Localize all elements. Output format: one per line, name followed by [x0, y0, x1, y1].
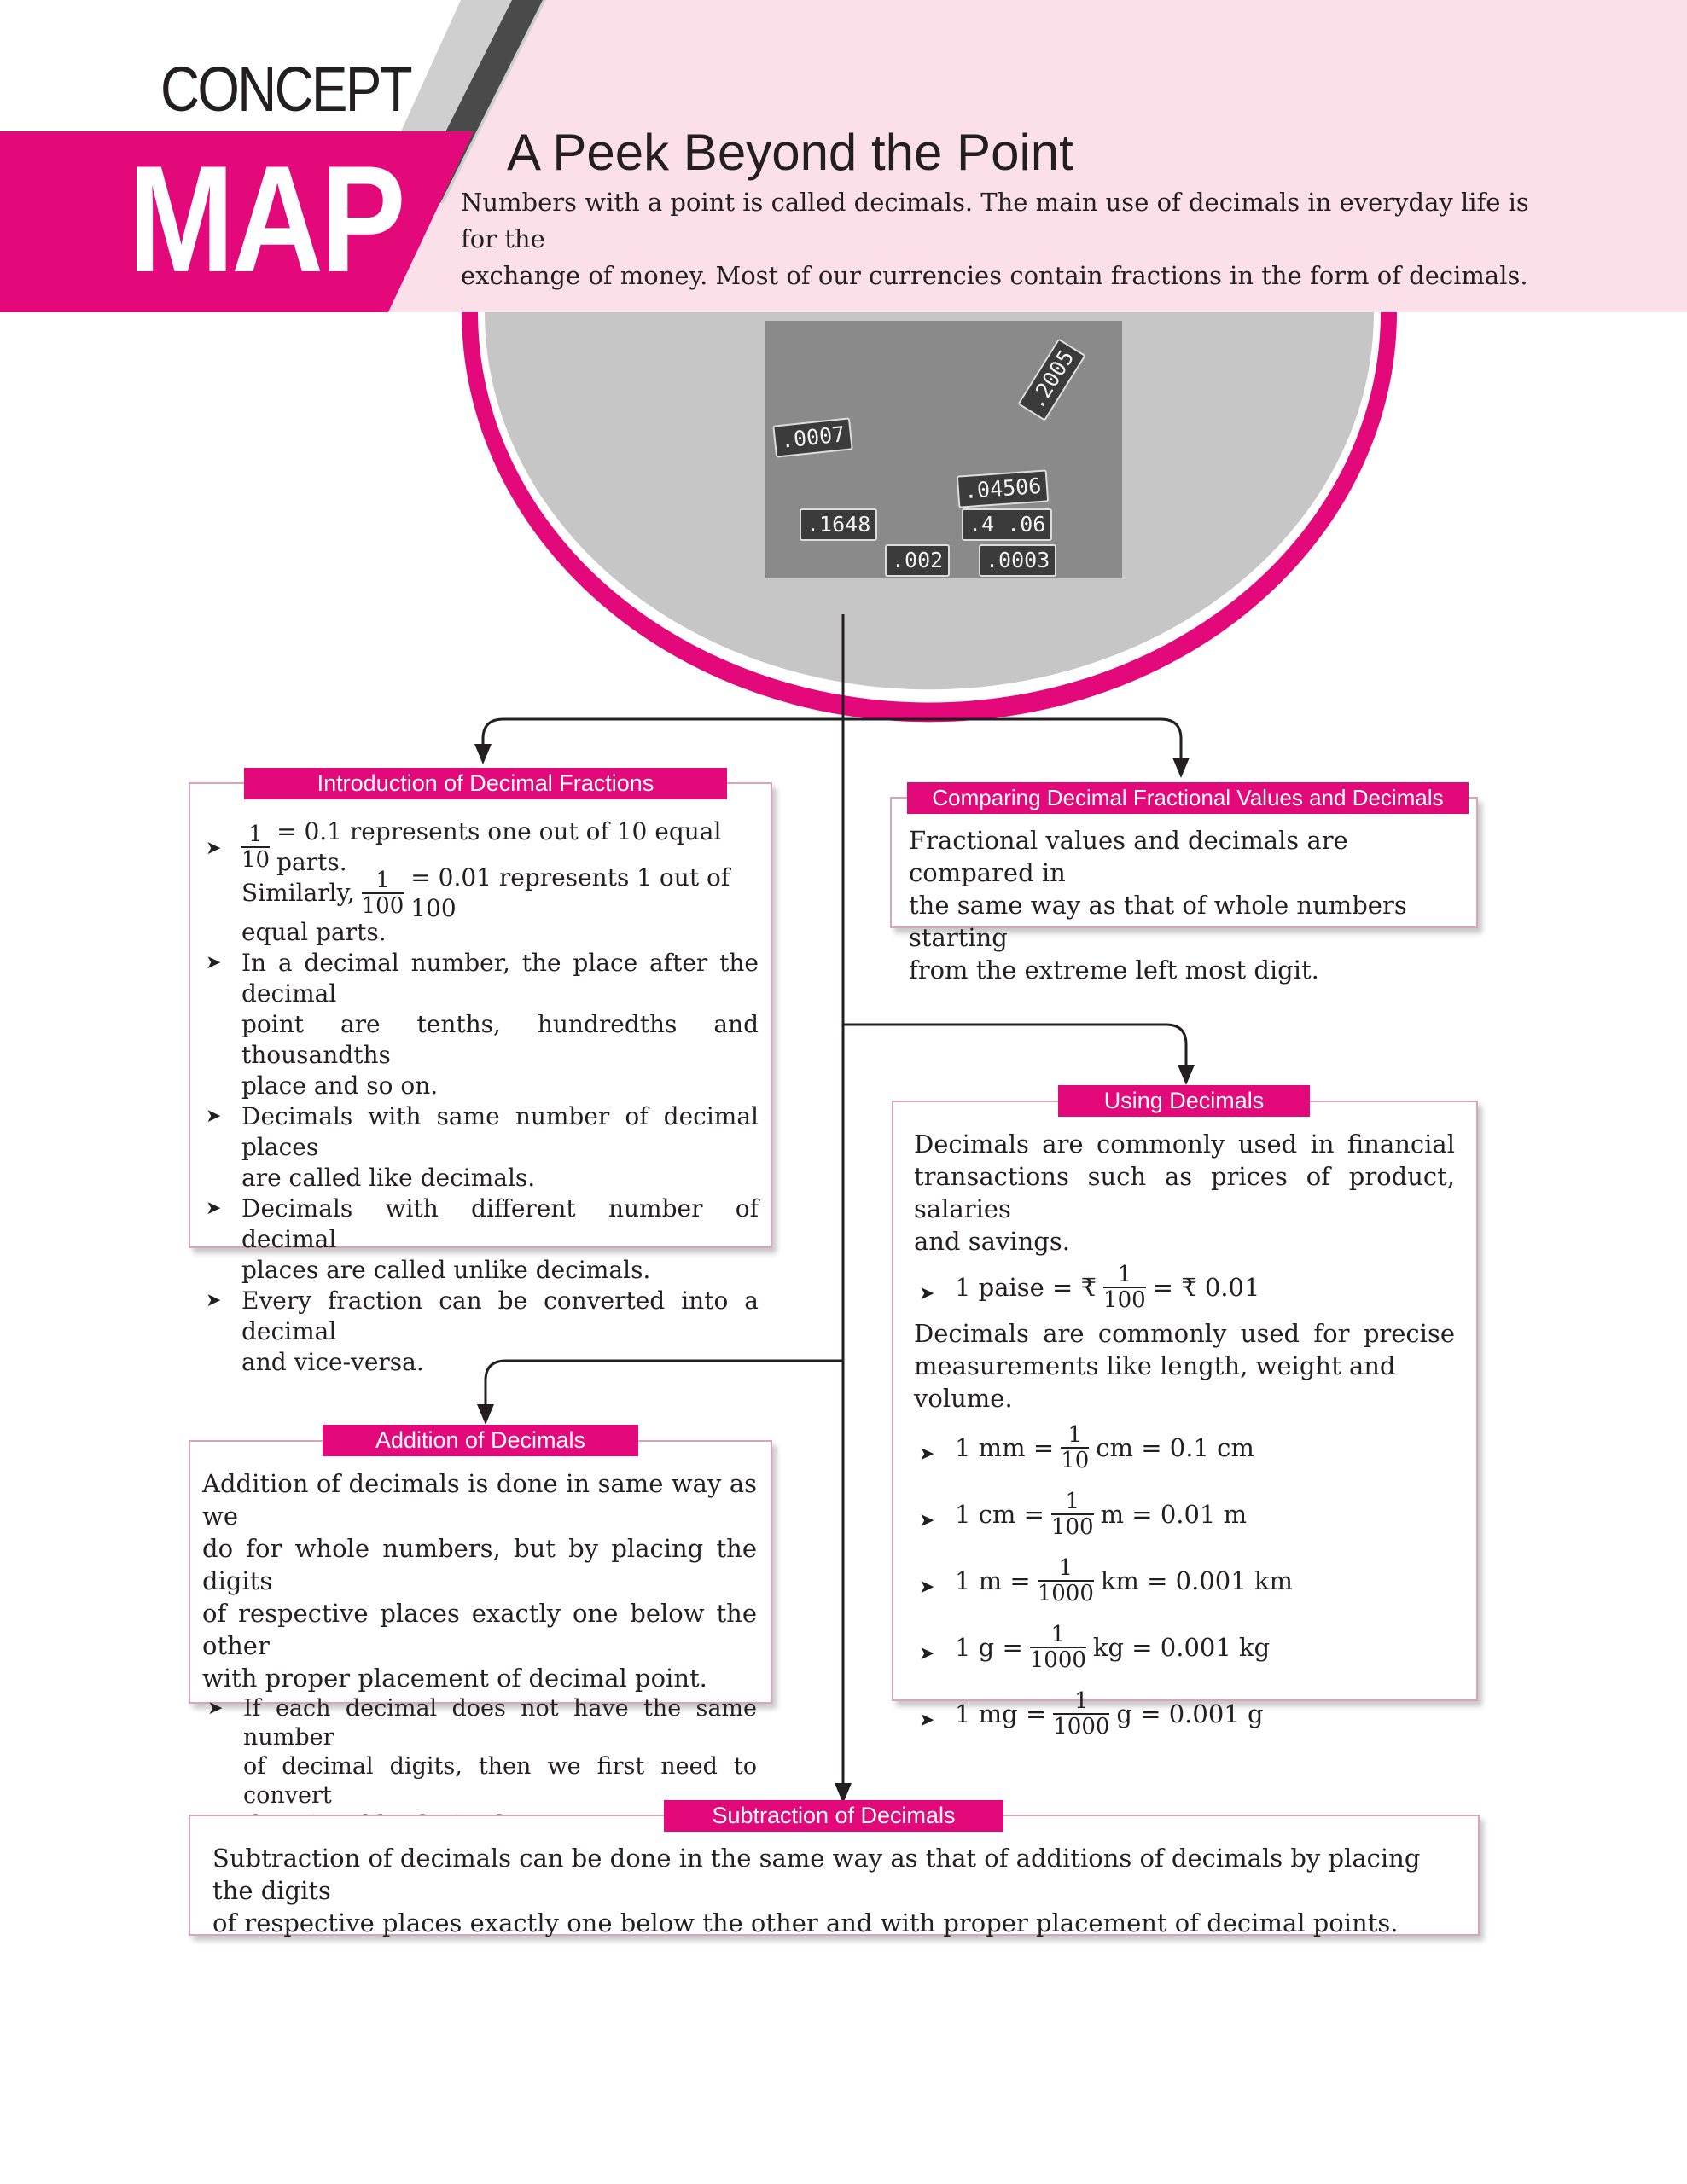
- comparing-line: from the extreme left most digit.: [909, 956, 1319, 985]
- arrow-comparing: [1172, 758, 1190, 778]
- arrow-addition: [477, 1404, 494, 1425]
- using-decimals-tag: Using Decimals: [1058, 1085, 1310, 1117]
- addition-line: Addition of decimals is done in same way as we: [202, 1469, 757, 1531]
- comparing-tag: Comparing Decimal Fractional Values and Decimals: [907, 782, 1469, 814]
- bullet-arrow-icon: ➤: [206, 1198, 222, 1219]
- bullet-arrow-icon: ➤: [919, 1283, 935, 1304]
- fraction: $\frac{1}{10}$: [1061, 1422, 1090, 1473]
- bullet-arrow-icon: ➤: [206, 1290, 222, 1311]
- photo-tile: .4 .06: [962, 508, 1052, 541]
- introduction-tag: Introduction of Decimal Fractions: [244, 768, 727, 799]
- photo-tile: .002: [885, 544, 950, 577]
- unit-conversion: ➤ 1 mg = $\frac{1}{1000}$ g = 0.001 g: [919, 1688, 1264, 1740]
- branch-comparing: [843, 719, 1181, 759]
- bullet-arrow-icon: ➤: [919, 1510, 935, 1531]
- addition-line: with proper placement of decimal point.: [202, 1664, 707, 1693]
- using-line: Decimals are commonly used in financial: [914, 1130, 1455, 1159]
- intro-bullet: ➤ Decimals with different number of decimal places are called unlike decimals.: [206, 1194, 759, 1284]
- bullet-arrow-icon: ➤: [206, 1106, 222, 1127]
- addition-box: [189, 1440, 772, 1809]
- subtraction-box: [189, 1815, 1480, 1936]
- bullet-arrow-icon: ➤: [207, 1698, 224, 1719]
- conversion-list: [914, 1414, 1455, 1747]
- page-title: A Peek Beyond the Point: [507, 124, 1073, 181]
- using-line: Decimals are commonly used for precise: [914, 1319, 1455, 1348]
- introduction-box: [189, 782, 772, 1376]
- arrow-using: [1178, 1065, 1195, 1085]
- concept-label: CONCEPT: [160, 54, 411, 125]
- unit-conversion: ➤ 1 mm = $\frac{1}{10}$ cm = 0.1 cm: [919, 1422, 1254, 1473]
- fraction: $\frac{1}{1000}$: [1029, 1622, 1086, 1673]
- intro-paragraph: [461, 184, 1570, 294]
- subtraction-line: of respective places exactly one below the other and with proper placement of decimal points.: [212, 1908, 1399, 1937]
- bullet-arrow-icon: ➤: [919, 1577, 935, 1598]
- photo-tile: .0007: [772, 417, 853, 457]
- bullet-arrow-icon: ➤: [919, 1710, 935, 1731]
- using-decimals-box: [892, 1101, 1478, 1740]
- arrow-introduction: [474, 744, 492, 764]
- intro-line: exchange of money. Most of our currencies contain fractions in the form of decimals.: [461, 261, 1528, 290]
- photo-tile: .2005: [1017, 338, 1086, 421]
- map-label: MAP: [128, 134, 404, 304]
- comparing-line: the same way as that of whole numbers starting: [909, 891, 1407, 952]
- intro-line: Numbers with a point is called decimals. The main use of decimals in everyday life is for the: [461, 188, 1529, 253]
- comparing-box: [890, 797, 1478, 985]
- addition-tag: Addition of Decimals: [323, 1425, 638, 1456]
- decimal-tiles-photo: [765, 321, 1122, 578]
- fraction: $\frac{1}{100}$: [361, 868, 404, 919]
- photo-tile: .04506: [957, 469, 1050, 508]
- using-line: measurements like length, weight and volume.: [914, 1351, 1396, 1413]
- intro-text-line: equal parts.: [241, 918, 387, 946]
- subtraction-line: Subtraction of decimals can be done in the same way as that of additions of decimals by placing the digits: [212, 1844, 1421, 1905]
- intro-fraction-item: ➤ $\frac{1}{10}$ = 0.1 represents one out of 10 equal parts.: [206, 817, 722, 876]
- addition-line: do for whole numbers, but by placing the digits: [202, 1534, 757, 1595]
- unit-conversion: ➤ 1 g = $\frac{1}{1000}$ kg = 0.001 kg: [919, 1622, 1271, 1673]
- unit-conversion: ➤ 1 cm = $\frac{1}{100}$ m = 0.01 m: [919, 1489, 1248, 1540]
- using-line: and savings.: [914, 1227, 1070, 1256]
- fraction: $\frac{1}{10}$: [241, 822, 271, 873]
- intro-bullet: ➤ In a decimal number, the place after the decimal point are tenths, hundredths and thousandths place and so on.: [206, 949, 759, 1100]
- bullet-arrow-icon: ➤: [919, 1443, 935, 1465]
- branch-using: [843, 1025, 1186, 1066]
- unit-conversion: ➤ 1 m = $\frac{1}{1000}$ km = 0.001 km: [919, 1555, 1293, 1606]
- fraction: $\frac{1}{100}$: [1050, 1489, 1094, 1540]
- fraction: $\frac{1}{1000}$: [1037, 1555, 1094, 1606]
- intro-bullet: ➤ Every fraction can be converted into a decimal and vice-versa.: [206, 1287, 759, 1376]
- bullet-arrow-icon: ➤: [206, 952, 222, 973]
- intro-similarly-line: Similarly, $\frac{1}{100}$ = 0.01 represents 1 out of 100: [241, 863, 730, 922]
- fraction: $\frac{1}{1000}$: [1053, 1688, 1110, 1740]
- bullet-arrow-icon: ➤: [919, 1643, 935, 1664]
- photo-tile: .1648: [800, 508, 877, 541]
- comparing-line: Fractional values and decimals are compared in: [909, 826, 1348, 887]
- fraction: $\frac{1}{100}$: [1103, 1262, 1146, 1313]
- intro-bullet: ➤ Decimals with same number of decimal places are called like decimals.: [206, 1102, 759, 1192]
- photo-tile: .0003: [979, 544, 1056, 577]
- subtraction-tag: Subtraction of Decimals: [664, 1800, 1003, 1832]
- bullet-arrow-icon: ➤: [206, 838, 222, 859]
- addition-bullet: ➤ If each decimal does not have the same number of decimal digits, then we first need to convert: [207, 1695, 757, 1809]
- branch-introduction: [483, 719, 843, 746]
- paise-conversion: ➤ 1 paise = ₹ $\frac{1}{100}$ = ₹ 0.01: [919, 1262, 1260, 1313]
- using-line: transactions such as prices of product, salaries: [914, 1162, 1455, 1223]
- addition-line: of respective places exactly one below the other: [202, 1599, 757, 1660]
